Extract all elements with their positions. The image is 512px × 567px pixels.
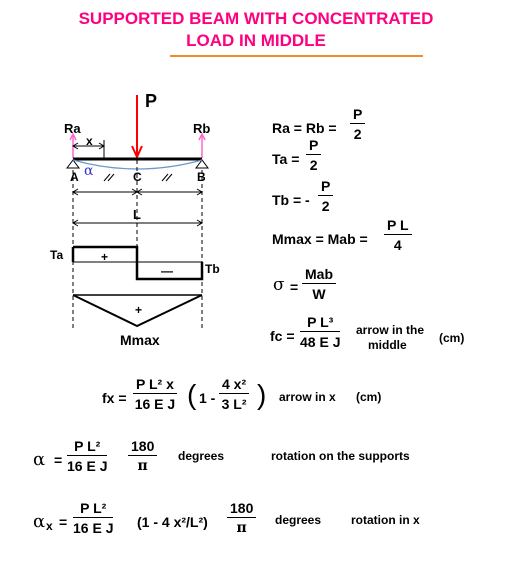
- fc-note-2: middle: [368, 338, 407, 352]
- reaction-a-label: Ra: [64, 121, 81, 136]
- alpha-x-mid: (1 - 4 x²/L²): [137, 514, 208, 530]
- tb-num: P: [318, 178, 333, 196]
- shear-minus-label: —: [161, 264, 173, 278]
- reactions-lhs: Ra = Rb =: [272, 120, 337, 136]
- sigma-num: Mab: [302, 266, 336, 284]
- tb-lhs: Tb = -: [272, 192, 310, 208]
- fc-lhs: fc =: [270, 328, 295, 344]
- point-a-label: A: [70, 170, 79, 184]
- ta-lhs: Ta =: [272, 151, 300, 167]
- tb-den: 2: [321, 198, 330, 214]
- tb-fraction: [318, 178, 333, 214]
- title-line-2: LOAD IN MIDDLE: [186, 31, 326, 50]
- fx-den-2: 3 L²: [221, 396, 247, 412]
- alpha-x-subscript: x: [46, 519, 53, 533]
- sigma-fraction: [302, 266, 336, 302]
- alpha-den-2: π: [137, 458, 148, 474]
- alpha-x-den-2: π: [236, 520, 247, 536]
- shear-b-label: Tb: [205, 262, 220, 276]
- alpha-label: α: [84, 163, 94, 179]
- point-c-label: C: [133, 170, 142, 184]
- mmax-num: P L: [384, 217, 412, 235]
- alpha-x-den: 16 E J: [73, 520, 114, 536]
- alpha-num: P L²: [67, 438, 107, 456]
- shear-a-label: Ta: [50, 248, 64, 262]
- alpha-x-fraction: [73, 500, 113, 536]
- fx-unit: (cm): [356, 390, 382, 404]
- sigma-eq: =: [290, 279, 299, 295]
- fx-paren-open: (: [187, 379, 197, 410]
- shear-plus-label: +: [101, 250, 109, 264]
- alpha-x-num: P L²: [73, 500, 113, 518]
- alpha-x-fraction-2: [227, 500, 256, 536]
- fx-paren-close: ): [257, 379, 267, 410]
- reactions-num: P: [350, 106, 365, 124]
- alpha-x-unit: degrees: [275, 513, 322, 527]
- alpha-note: rotation on the supports: [271, 449, 410, 463]
- mmax-fraction: [384, 217, 412, 253]
- sigma-den: W: [312, 286, 326, 302]
- fx-fraction: [133, 376, 177, 412]
- fx-note: arrow in x: [279, 390, 336, 404]
- x-label: x: [86, 134, 93, 148]
- alpha-num-2: 180: [128, 438, 157, 456]
- alpha-den: 16 E J: [67, 458, 108, 474]
- alpha-x-num-2: 180: [227, 500, 256, 518]
- mmax-lhs: Mmax = Mab =: [272, 231, 368, 247]
- fx-num: P L² x: [133, 376, 177, 394]
- fx-lhs: fx =: [102, 390, 127, 406]
- reactions-fraction: [350, 106, 365, 142]
- fc-den: 48 E J: [300, 334, 341, 350]
- reactions-den: 2: [353, 126, 362, 142]
- sigma-symbol: σ: [273, 275, 285, 295]
- fc-fraction: [300, 314, 340, 350]
- reaction-b-label: Rb: [193, 121, 211, 136]
- mmax-den: 4: [393, 237, 402, 253]
- fx-den: 16 E J: [134, 396, 176, 412]
- alpha-symbol: α: [33, 449, 46, 470]
- alpha-x-symbol: α: [33, 511, 46, 532]
- fc-note-1: arrow in the: [356, 323, 425, 337]
- alpha-fraction: [67, 438, 107, 474]
- point-b-label: B: [197, 170, 206, 184]
- alpha-eq: =: [54, 452, 63, 468]
- ta-fraction: [306, 137, 321, 173]
- shear-diagram: [73, 247, 202, 279]
- fx-num-2: 4 x²: [219, 376, 249, 394]
- fx-one: 1 -: [199, 390, 216, 406]
- fc-unit: (cm): [439, 331, 465, 345]
- load-label: P: [145, 91, 158, 111]
- ta-den: 2: [309, 157, 318, 173]
- mmax-label: Mmax: [120, 332, 160, 348]
- alpha-x-note: rotation in x: [351, 513, 420, 527]
- alpha-fraction-2: [128, 438, 157, 474]
- span-label: L: [133, 207, 141, 222]
- title-line-1: SUPPORTED BEAM WITH CONCENTRATED: [78, 9, 434, 28]
- ta-num: P: [306, 137, 321, 155]
- reaction-arrow-b: [199, 134, 205, 158]
- alpha-unit: degrees: [178, 449, 225, 463]
- fc-num: P L³: [300, 314, 340, 332]
- fx-fraction-2: [219, 376, 249, 412]
- alpha-x-eq: =: [59, 514, 68, 530]
- moment-plus-label: +: [135, 303, 143, 317]
